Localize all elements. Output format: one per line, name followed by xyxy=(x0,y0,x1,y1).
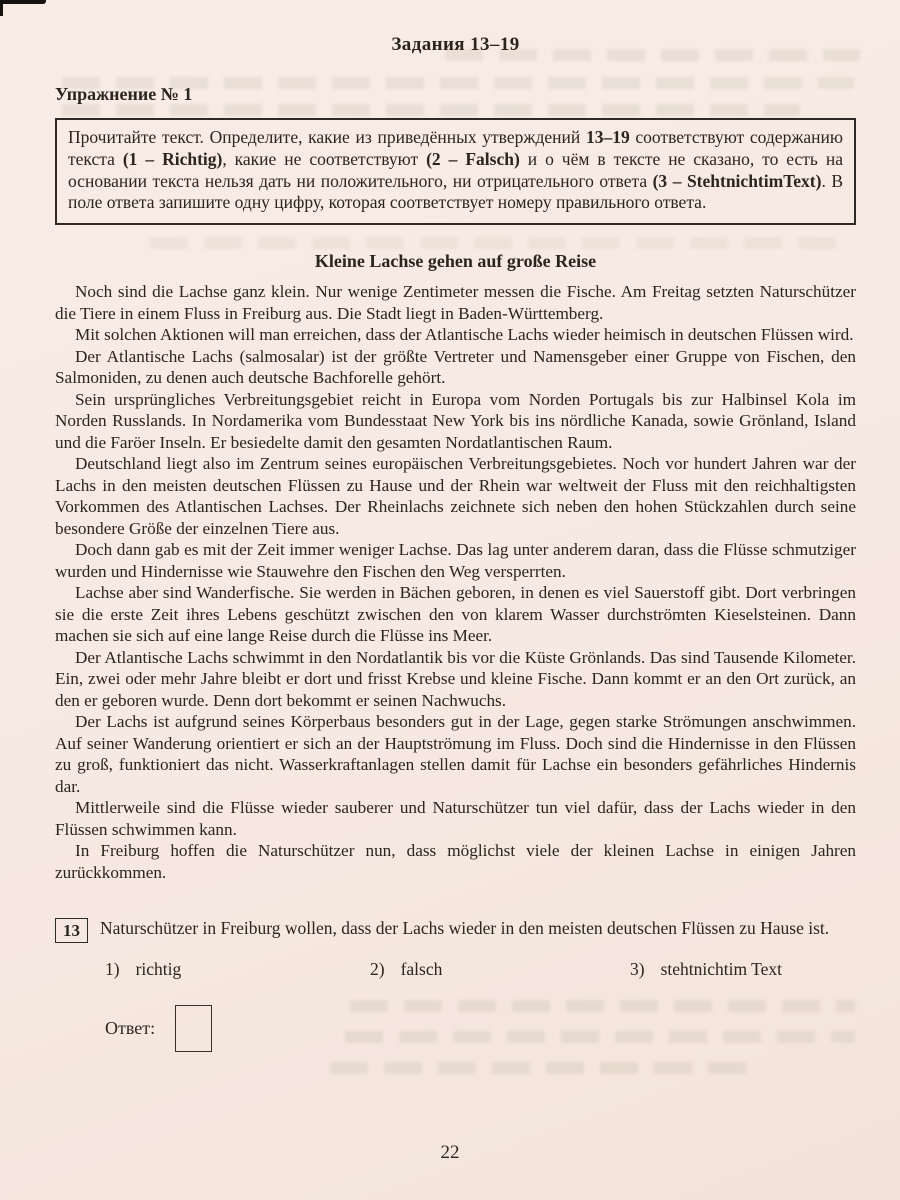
question-13-block xyxy=(55,917,856,1053)
scan-artifact-left xyxy=(0,0,3,16)
instruction-text: , какие не соответствуют xyxy=(222,148,427,169)
instruction-text: Прочитайте текст. Определите, какие из приведённых утверждений xyxy=(68,127,586,147)
option-label: stehtnichtim Text xyxy=(660,959,783,980)
instruction-text: . В поле ответа запишите одну цифру, которая соответствует номеру правильного ответа. xyxy=(68,170,843,213)
question-number-box: 13 xyxy=(55,918,88,943)
option-label: falsch xyxy=(400,959,443,980)
instruction-text: и о чём в тексте не сказано, то есть на основании текста нельзя дать ни положительного, ни отрицательного ответа xyxy=(68,148,843,191)
article-paragraph: Der Atlantische Lachs schwimmt in den Nordatlantik bis vor die Küste Grönlands. Das sind Tausende Kilometer. Ein, zwei oder mehr Jahre bleibt er dort und frisst Krebse und kleine Fische. Dann kommt er an den Ort zurück, an den er geboren wurde. Denn dort bekommt er seinen Nachwuchs. xyxy=(55,647,856,710)
article-text xyxy=(55,281,856,883)
article-paragraph: Lachse aber sind Wanderfische. Sie werden in Bächen geboren, in denen es viel Sauerstoff gibt. Dort verbringen sie die erste Zeit ihres Lebens geschützt zwischen den von klarem Wasser durchströmten Kieselsteinen. Dann machen sie sich auf eine lange Reise durch die Flüsse ins Meer. xyxy=(55,583,856,646)
instruction-task-range: 13–19 xyxy=(585,127,630,147)
tasks-range-header: Задания 13–19 xyxy=(391,34,520,55)
answer-input-box[interactable] xyxy=(175,1005,212,1052)
article-paragraph: Mit solchen Aktionen will man erreichen, dass der Atlantische Lachs wieder heimisch in deutschen Flüssen wird. xyxy=(75,325,854,345)
article-paragraph: Noch sind die Lachse ganz klein. Nur wenige Zentimeter messen die Fische. Am Freitag setzten Naturschützer die Tiere in einem Fluss in Freiburg aus. Die Stadt liegt in Baden-Württemberg. xyxy=(55,282,856,323)
option-number: 1) xyxy=(105,959,120,980)
article-paragraph: Sein ursprüngliches Verbreitungsgebiet reicht in Europa vom Norden Portugals bis zur Halbinsel Kola im Norden Russlands. In Nordamerika vom Bundesstaat New York bis ins nördliche Kanada, sowie Grönland, Island und die Faröer Inseln. Er besiedelte damit den gesamten Nordatlantischen Raum. xyxy=(55,389,856,452)
question-statement-row xyxy=(55,917,856,943)
article-title: Kleine Lachse gehen auf große Reise xyxy=(314,251,597,272)
answer-row xyxy=(105,1003,856,1053)
page-bleedthrough xyxy=(330,1062,760,1074)
article-paragraph: In Freiburg hoffen die Naturschützer nun, dass möglichst viele der kleinen Lachse in einigen Jahren zurückkommen. xyxy=(55,841,856,882)
option-label: richtig xyxy=(135,959,182,980)
page-number: 22 xyxy=(440,1142,460,1163)
page-content xyxy=(55,0,856,1053)
option-falsch xyxy=(370,959,442,980)
answer-options-row xyxy=(55,959,856,989)
article-paragraph: Doch dann gab es mit der Zeit immer weniger Lachse. Das lag unter anderem daran, dass die Flüsse schmutziger wurden und Hindernisse wie Stauwehre den Fischen den Weg versperrten. xyxy=(55,540,856,581)
option-richtig xyxy=(105,959,181,980)
exercise-title: Упражнение № 1 xyxy=(55,84,193,104)
article-paragraph: Der Lachs ist aufgrund seines Körperbaus besonders gut in der Lage, gegen starke Strömungen anschwimmen. Auf seiner Wanderung orientiert er sich an der Hauptströmung im Fluss. Doch sind die Hindernisse in den Flüssen zu groß, funktioniert das nicht. Wasserkraftanlagen stellen damit für Lachse ein besonders gefährliches Hindernis dar. xyxy=(55,712,856,796)
instruction-option-stehtnicht: (3 – StehtnichtimText) xyxy=(652,170,822,191)
instruction-box xyxy=(55,118,856,225)
article-paragraph: Deutschland liegt also im Zentrum seines europäischen Verbreitungsgebietes. Noch vor hundert Jahren war der Lachs in den meisten deutschen Flüssen zu Hause und der Rhein war weltweit der Fluss mit den reichhaltigsten Vorkommen des Atlantischen Lachses. Der Rheinlachs zeichnete sich neben den hohen Stückzahlen durch seine besondere Größe der einzelnen Tiere aus. xyxy=(55,454,856,538)
scan-artifact-top xyxy=(0,0,46,4)
article-paragraph: Mittlerweile sind die Flüsse wieder sauberer und Naturschützer tun viel dafür, dass der Lachs wieder in den Flüssen schwimmen kann. xyxy=(55,798,856,839)
option-number: 2) xyxy=(370,959,385,980)
instruction-option-falsch: (2 – Falsch) xyxy=(426,148,520,169)
option-number: 3) xyxy=(630,959,645,980)
answer-label: Ответ: xyxy=(105,1017,156,1038)
option-stehtnichtim-text xyxy=(630,959,782,980)
article-paragraph: Der Atlantische Lachs (salmosalar) ist der größte Vertreter und Namensgeber einer Gruppe von Fischen, den Salmoniden, zu denen auch deutsche Bachforelle gehört. xyxy=(55,346,856,388)
question-text: Naturschützer in Freiburg wollen, dass der Lachs wieder in den meisten deutschen Flüssen zu Hause ist. xyxy=(100,918,830,939)
instruction-text: соответствуют содержанию текста xyxy=(68,127,843,169)
instruction-option-richtig: (1 – Richtig) xyxy=(122,148,223,169)
